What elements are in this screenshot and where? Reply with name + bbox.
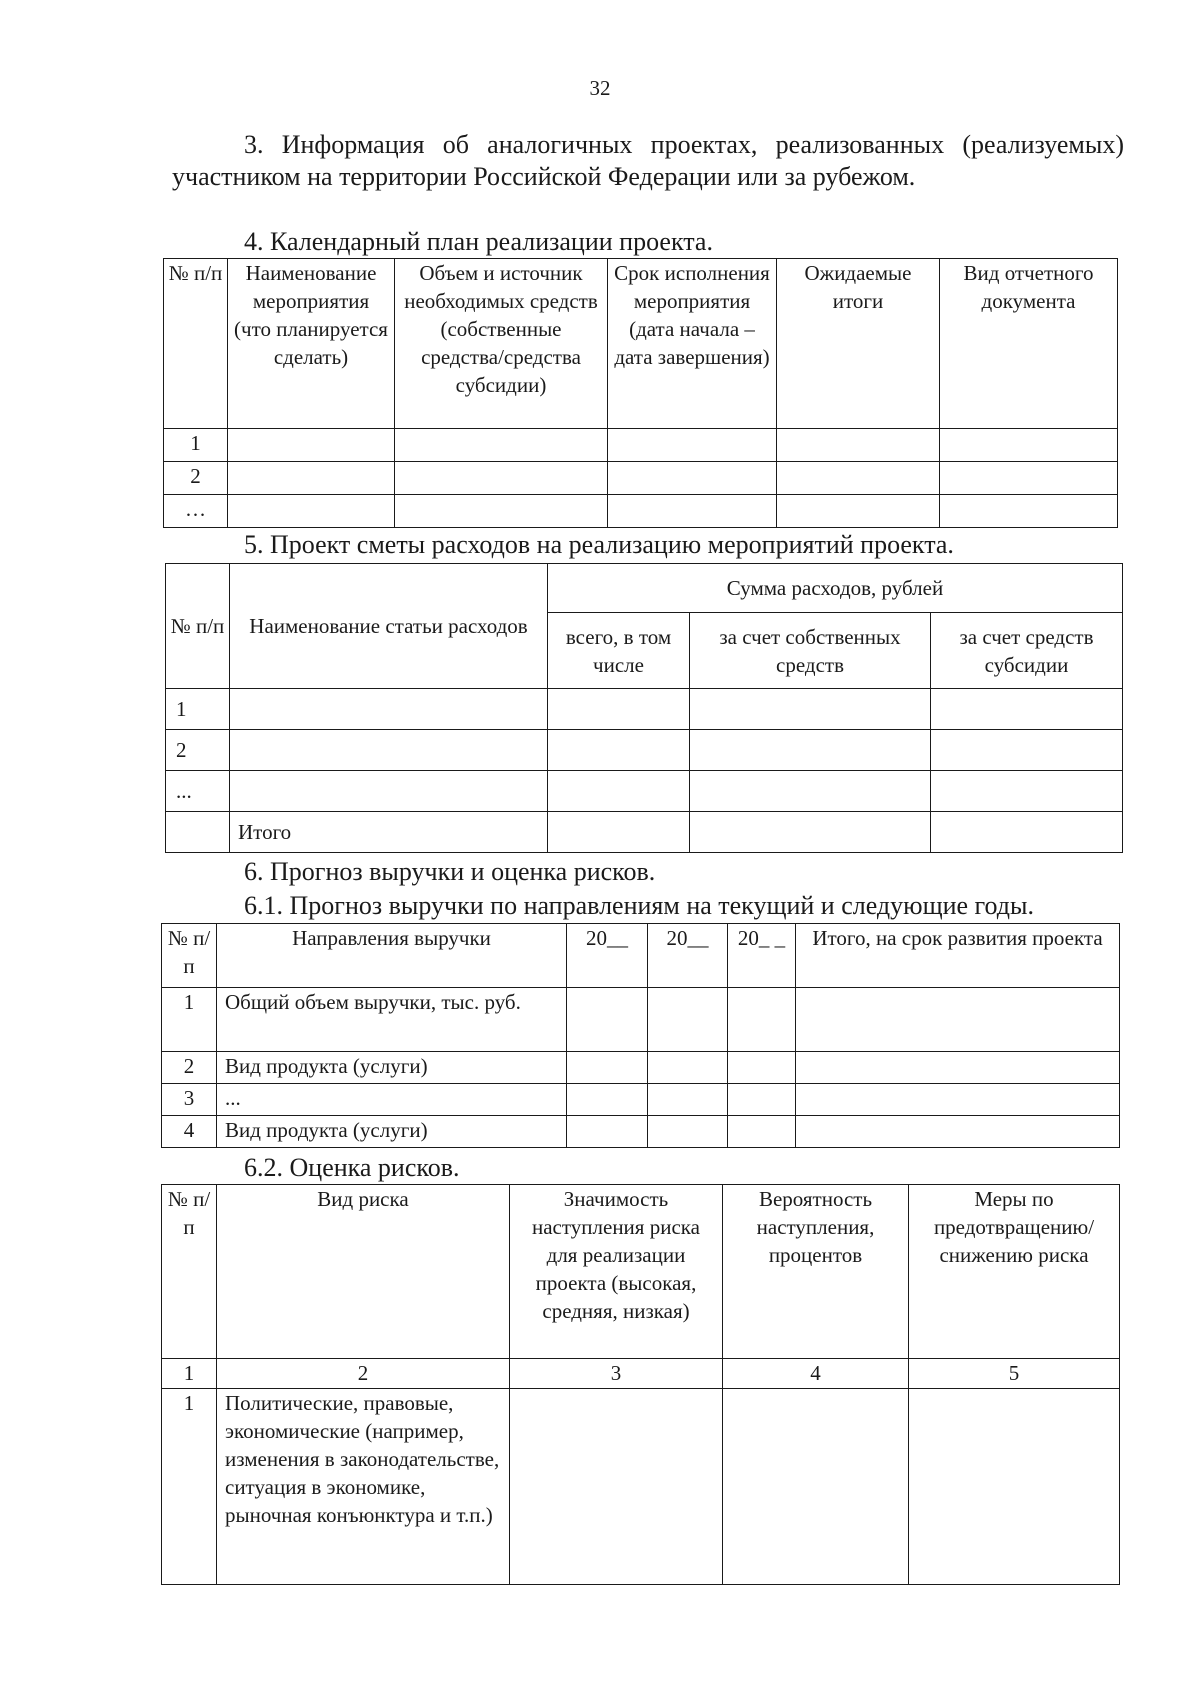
row-label: Общий объем выручки, тыс. руб. [217,988,567,1052]
header-cell: Наименование статьи расходов [230,564,548,689]
table-cell [395,495,608,528]
column-number: 3 [510,1359,723,1389]
table-header-row [166,564,1123,613]
table-cell [548,689,690,730]
table-cell [728,1052,796,1084]
table-row [164,462,1118,495]
table-row [166,689,1123,730]
header-cell: всего, в том числе [548,613,690,689]
column-number: 4 [723,1359,909,1389]
table-cell [931,771,1123,812]
column-number: 2 [217,1359,510,1389]
calendar-plan-table [163,258,1118,528]
table-cell [648,1084,728,1116]
row-number: 2 [162,1052,217,1084]
table-cell [648,988,728,1052]
table-cell [548,730,690,771]
table-cell [690,689,931,730]
table-cell [796,1116,1120,1148]
table-cell [909,1389,1120,1585]
header-cell: № п/п [162,1185,217,1359]
table-cell [796,1052,1120,1084]
table-row [166,812,1123,853]
page-number: 32 [589,76,611,100]
table-cell [648,1052,728,1084]
column-number: 5 [909,1359,1120,1389]
table-cell [690,771,931,812]
table-cell [728,1116,796,1148]
table-cell [608,462,777,495]
header-cell: Направления выручки [217,924,567,988]
table-cell [228,495,395,528]
header-cell: 20__ [567,924,648,988]
header-cell: № п/п [164,259,228,429]
table-cell [796,988,1120,1052]
header-cell: 20__ [648,924,728,988]
table-header-row [162,924,1120,988]
section-3-paragraph: 3. Информация об аналогичных проектах, реализованных (реализуемых) участником на территории Российской Федерации или за рубежом. [172,130,1124,191]
row-number: 1 [162,988,217,1052]
table-cell [230,771,548,812]
row-number: 1 [164,429,228,462]
table-cell [395,462,608,495]
header-cell: № п/п [166,564,230,689]
table-header-row [162,1185,1120,1359]
row-number: … [164,495,228,528]
header-cell: Наименование мероприятия (что планируется сделать) [228,259,395,429]
header-cell: за счет средств субсидии [931,613,1123,689]
table-cell [940,429,1118,462]
row-label: Вид продукта (услуги) [217,1052,567,1084]
section-6-heading: 6. Прогноз выручки и оценка рисков. [244,857,656,886]
risk-assessment-table [161,1184,1120,1585]
table-row [164,495,1118,528]
header-cell: Ожидаемые итоги [777,259,940,429]
table-row [166,730,1123,771]
table-row [162,1052,1120,1084]
table-cell [777,429,940,462]
row-number: ... [166,771,230,812]
table-row [162,1389,1120,1585]
table-cell [548,771,690,812]
row-number: 1 [166,689,230,730]
table-cell [777,495,940,528]
table-cell [931,689,1123,730]
table-header-row [164,259,1118,429]
table-cell [940,462,1118,495]
table-row [162,1116,1120,1148]
header-cell: 20_ _ [728,924,796,988]
column-number: 1 [162,1359,217,1389]
table-cell [608,495,777,528]
table-cell [230,730,548,771]
header-cell: № п/п [162,924,217,988]
header-cell: Вид риска [217,1185,510,1359]
table-cell [648,1116,728,1148]
table-cell [567,988,648,1052]
table-cell [608,429,777,462]
table-cell [777,462,940,495]
table-cell [395,429,608,462]
table-cell [230,689,548,730]
section-4-heading: 4. Календарный план реализации проекта. [244,227,713,256]
section-6-1-heading: 6.1. Прогноз выручки по направлениям на текущий и следующие годы. [244,891,1035,920]
table-cell [567,1116,648,1148]
table-row [162,1084,1120,1116]
table-row [164,429,1118,462]
table-row [166,771,1123,812]
table-cell [228,462,395,495]
table-cell [690,730,931,771]
header-cell: Объем и источник необходимых средств (собственные средства/средства субсидии) [395,259,608,429]
table-cell [567,1084,648,1116]
table-cell [166,812,230,853]
table-row [162,988,1120,1052]
table-cell [567,1052,648,1084]
row-label: ... [217,1084,567,1116]
header-cell: Итого, на срок развития проекта [796,924,1120,988]
header-cell: Сумма расходов, рублей [548,564,1123,613]
header-cell: Срок исполнения мероприятия (дата начала – дата завершения) [608,259,777,429]
header-cell: Вид отчетного документа [940,259,1118,429]
total-label: Итого [230,812,548,853]
table-cell [228,429,395,462]
table-cell [728,1084,796,1116]
section-6-2-heading: 6.2. Оценка рисков. [244,1153,460,1182]
expense-estimate-table [165,563,1123,853]
row-label: Политические, правовые, экономические (например, изменения в законодательстве, ситуация в экономике, рыночная конъюнктура и т.п.) [217,1389,510,1585]
table-cell [548,812,690,853]
row-number: 4 [162,1116,217,1148]
header-cell: Меры по предотвращению/ снижению риска [909,1185,1120,1359]
table-cell [931,812,1123,853]
table-cell [728,988,796,1052]
section-5-heading: 5. Проект сметы расходов на реализацию мероприятий проекта. [244,530,954,559]
row-number: 2 [164,462,228,495]
column-number-row [162,1359,1120,1389]
row-label: Вид продукта (услуги) [217,1116,567,1148]
header-cell: за счет собственных средств [690,613,931,689]
table-cell [690,812,931,853]
header-cell: Вероятность наступления, процентов [723,1185,909,1359]
revenue-forecast-table [161,923,1120,1148]
table-cell [510,1389,723,1585]
table-cell [723,1389,909,1585]
header-cell: Значимость наступления риска для реализации проекта (высокая, средняя, низкая) [510,1185,723,1359]
row-number: 2 [166,730,230,771]
row-number: 1 [162,1389,217,1585]
row-number: 3 [162,1084,217,1116]
table-cell [796,1084,1120,1116]
table-cell [940,495,1118,528]
table-cell [931,730,1123,771]
